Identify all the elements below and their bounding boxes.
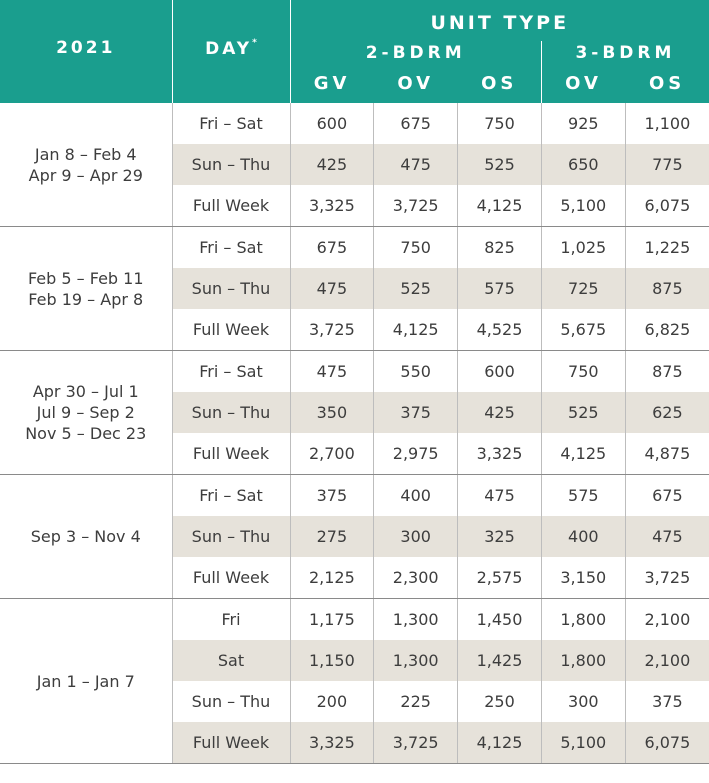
points-value-cell: 4,525 [458,309,542,351]
points-value-cell: 5,675 [541,309,625,351]
day-cell: Sun – Thu [172,392,290,433]
points-value-cell: 6,075 [625,185,709,227]
day-cell: Fri – Sat [172,227,290,269]
points-value-cell: 525 [541,392,625,433]
points-value-cell: 350 [290,392,374,433]
season-date-range: Jul 9 – Sep 2 [36,403,135,422]
points-value-cell: 4,125 [458,185,542,227]
points-value-cell: 2,700 [290,433,374,475]
day-cell: Sun – Thu [172,516,290,557]
points-value-cell: 925 [541,103,625,144]
day-cell: Sat [172,640,290,681]
table-row [0,351,709,393]
points-value-cell: 6,825 [625,309,709,351]
points-value-cell: 5,100 [541,185,625,227]
points-value-cell: 775 [625,144,709,185]
group-header-3bdrm: 3-BDRM [541,41,709,63]
points-value-cell: 4,125 [374,309,458,351]
table-row [0,599,709,641]
points-value-cell: 275 [290,516,374,557]
day-cell: Sun – Thu [172,268,290,309]
points-value-cell: 475 [374,144,458,185]
points-value-cell: 3,325 [290,185,374,227]
table-body [0,103,709,764]
points-value-cell: 550 [374,351,458,393]
points-value-cell: 375 [652,692,683,711]
day-cell: Full Week [172,433,290,475]
season-date-range: Apr 9 – Apr 29 [28,165,143,185]
points-value-cell: 2,975 [374,433,458,475]
season-date-range: Feb 5 – Feb 11 [27,268,144,288]
points-value-cell: 1,025 [541,227,625,269]
points-value-cell: 1,300 [374,599,458,641]
points-value-cell: 2,100 [625,640,709,681]
day-cell: Fri – Sat [172,475,290,517]
season-dates-cell [0,475,172,599]
points-value-cell: 2,100 [644,610,691,629]
view-header-ov: OV [374,63,458,103]
day-cell: Full Week [172,557,290,599]
points-value-cell: 3,725 [625,557,709,599]
season-dates-cell [0,227,172,351]
points-value-cell: 1,100 [644,114,691,133]
points-value-cell: 750 [374,227,458,269]
points-value-cell: 1,800 [541,640,625,681]
points-value-cell: 1,450 [458,599,542,641]
points-value-cell: 4,875 [625,433,709,475]
points-value-cell: 475 [290,351,374,393]
points-value-cell: 250 [458,681,542,722]
season-dates-cell [0,351,172,475]
points-value-cell: 400 [541,516,625,557]
day-header-label: DAY [205,39,253,59]
points-value-cell: 3,725 [290,309,374,351]
day-cell: Fri – Sat [172,103,290,144]
points-value-cell: 2,300 [374,557,458,599]
season-date-range: Jan 1 – Jan 7 [36,671,135,691]
day-footnote-mark: * [252,38,257,48]
day-cell: Sun – Thu [172,144,290,185]
points-value-cell: 3,325 [290,722,374,764]
year-header: 2021 [0,0,172,103]
points-value-cell: 600 [290,103,374,144]
points-value-cell: 325 [458,516,542,557]
points-value-cell: 3,725 [374,185,458,227]
points-value-cell: 675 [374,103,458,144]
points-value-cell: 3,150 [541,557,625,599]
points-value-cell: 825 [458,227,542,269]
points-value-cell: 400 [374,475,458,517]
points-value-cell: 2,125 [290,557,374,599]
points-value-cell: 475 [458,475,542,517]
points-value-cell: 1,225 [644,238,691,257]
season-date-range: Apr 30 – Jul 1 [32,382,139,401]
points-value-cell: 650 [541,144,625,185]
points-value-cell: 525 [458,144,542,185]
points-value-cell: 675 [652,486,683,505]
points-value-cell: 3,725 [374,722,458,764]
table-header [0,0,709,103]
points-value-cell: 4,125 [458,722,542,764]
points-value-cell: 525 [374,268,458,309]
view-header-os: OS [625,63,709,103]
group-header-2bdrm: 2-BDRM [290,41,541,63]
points-value-cell: 750 [458,103,542,144]
season-dates-cell [0,599,172,764]
table-row [0,227,709,269]
points-value-cell: 2,575 [458,557,542,599]
points-value-cell: 1,300 [374,640,458,681]
day-cell: Fri – Sat [172,351,290,393]
day-cell: Full Week [172,185,290,227]
points-value-cell: 375 [290,475,374,517]
day-cell: Sun – Thu [172,681,290,722]
points-value-cell: 375 [374,392,458,433]
points-value-cell: 575 [541,475,625,517]
day-cell: Fri [172,599,290,641]
season-date-range: Nov 5 – Dec 23 [25,424,147,443]
view-header-gv: GV [290,63,374,103]
points-value-cell: 750 [541,351,625,393]
points-value-cell: 1,150 [290,640,374,681]
day-cell: Full Week [172,309,290,351]
points-value-cell: 1,800 [541,599,625,641]
points-value-cell: 725 [541,268,625,309]
points-value-cell: 475 [290,268,374,309]
points-value-cell: 300 [374,516,458,557]
points-value-cell: 4,125 [541,433,625,475]
points-value-cell: 6,075 [625,722,709,764]
points-value-cell: 675 [290,227,374,269]
points-value-cell: 575 [458,268,542,309]
points-value-cell: 425 [290,144,374,185]
view-header-os: OS [458,63,542,103]
season-date-range: Feb 19 – Apr 8 [28,289,144,309]
points-value-cell: 875 [652,362,683,381]
points-value-cell: 225 [374,681,458,722]
points-value-cell: 300 [541,681,625,722]
table-row [0,103,709,144]
season-date-range: Jan 8 – Feb 4 [34,144,137,164]
points-value-cell: 425 [458,392,542,433]
points-value-cell: 5,100 [541,722,625,764]
season-date-range: Sep 3 – Nov 4 [30,527,141,546]
points-value-cell: 625 [625,392,709,433]
view-header-ov: OV [541,63,625,103]
day-header [172,0,290,103]
unit-type-header: UNIT TYPE [290,0,709,41]
points-value-cell: 475 [625,516,709,557]
points-value-cell: 200 [290,681,374,722]
points-value-cell: 3,325 [458,433,542,475]
points-value-cell: 1,425 [458,640,542,681]
points-value-cell: 1,175 [290,599,374,641]
day-cell: Full Week [172,722,290,764]
table-row [0,475,709,517]
points-value-cell: 875 [625,268,709,309]
points-value-cell: 600 [458,351,542,393]
season-dates-cell [0,103,172,227]
